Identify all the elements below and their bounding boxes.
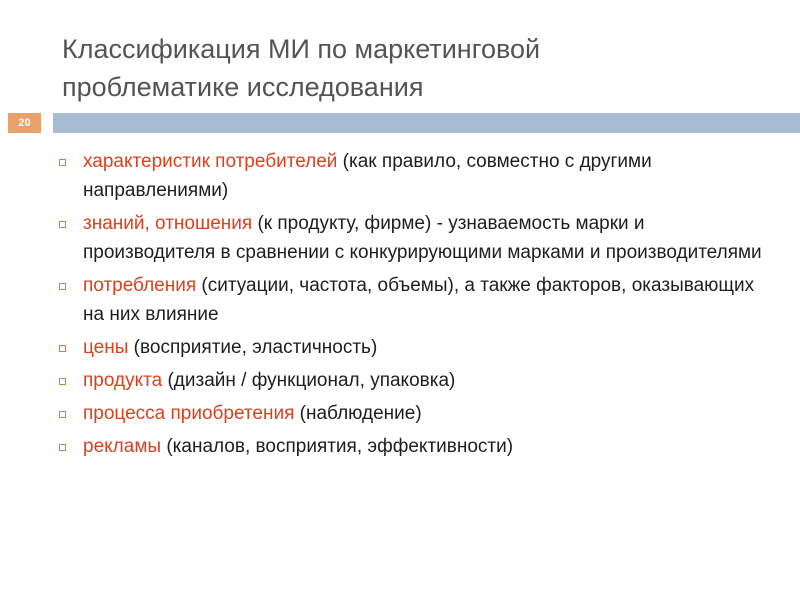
list-item-text: (каналов, восприятия, эффективности) (161, 436, 514, 457)
slide-number-badge: 20 (8, 113, 41, 133)
list-item-text: (дизайн / функционал, упаковка) (162, 370, 456, 391)
slide-title-line-1: Классификация МИ по маркетинговой (62, 34, 541, 64)
list-item (57, 209, 777, 267)
title-divider (0, 113, 800, 133)
bullet-list (57, 147, 777, 465)
list-item (57, 271, 777, 329)
list-item-keyword: процесса приобретения (83, 403, 295, 424)
list-item-keyword: продукта (83, 370, 163, 391)
divider-bar (53, 113, 800, 133)
slide-title (62, 30, 762, 106)
list-item-keyword: цены (83, 337, 129, 358)
list-item (57, 147, 777, 205)
list-item-keyword: характеристик потребителей (83, 151, 338, 172)
list-item-text: (ситуации, частота, объемы), а также факторов, оказывающих на них влияние (83, 275, 755, 325)
square-bullet-icon (59, 411, 66, 418)
square-bullet-icon (59, 345, 66, 352)
square-bullet-icon (59, 221, 66, 228)
slide-title-line-2: проблематике исследования (62, 72, 424, 102)
list-item-text: (восприятие, эластичность) (128, 337, 378, 358)
list-item (57, 366, 777, 395)
square-bullet-icon (59, 283, 66, 290)
list-item-keyword: потребления (83, 275, 197, 296)
list-item-keyword: знаний, отношения (83, 213, 253, 234)
list-item (57, 333, 777, 362)
list-item-text: (как правило, совместно с другими направлениями) (83, 151, 652, 201)
list-item (57, 399, 777, 428)
square-bullet-icon (59, 444, 66, 451)
list-item (57, 432, 777, 461)
square-bullet-icon (59, 159, 66, 166)
list-item-text: (к продукту, фирме) - узнаваемость марки и производителя в сравнении с конкурирующими марками и производителями (83, 213, 762, 263)
list-item-text: (наблюдение) (294, 403, 422, 424)
square-bullet-icon (59, 378, 66, 385)
list-item-keyword: рекламы (83, 436, 162, 457)
